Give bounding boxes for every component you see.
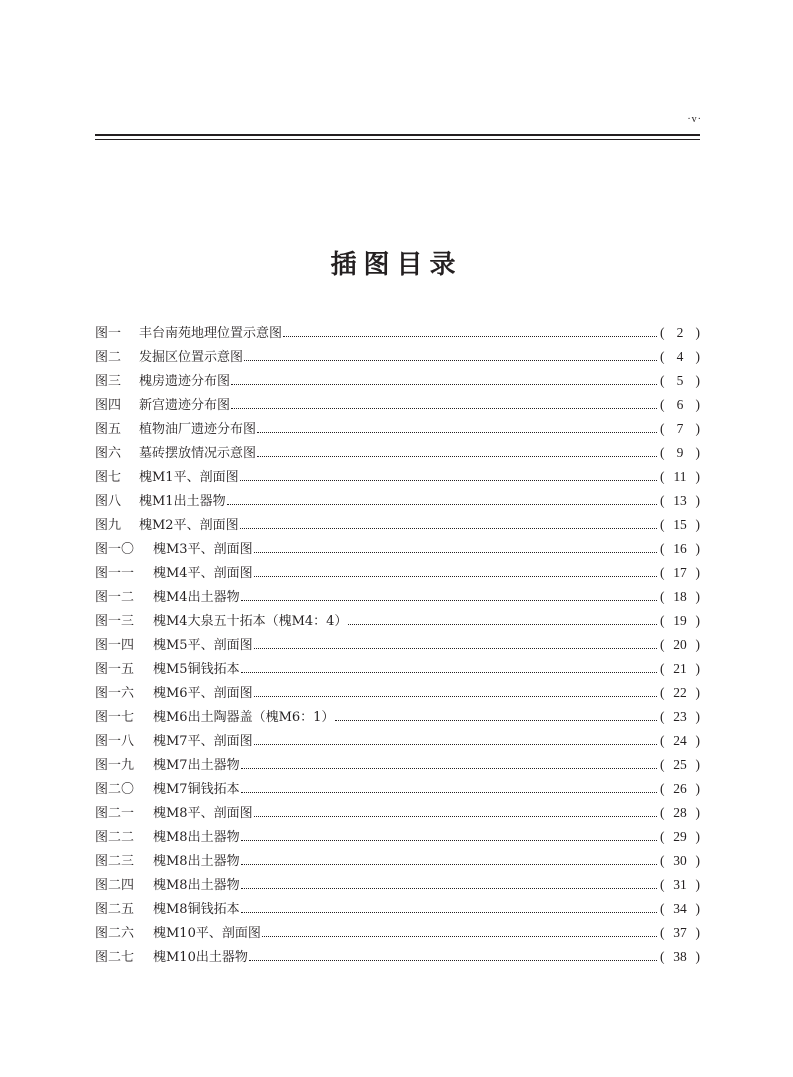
figure-title: 槐M10出土器物 [153, 950, 248, 965]
close-paren: ) [695, 925, 700, 940]
toc-entry [95, 922, 700, 946]
close-paren: ) [695, 445, 700, 460]
figure-title: 槐M8铜钱拓本 [153, 902, 240, 917]
dot-leader [240, 528, 657, 529]
figure-number: 图五 [95, 422, 122, 437]
dot-leader [241, 768, 657, 769]
dot-leader [254, 552, 657, 553]
close-paren: ) [695, 565, 700, 580]
figure-title: 槐M4大泉五十拓本（槐M4：4） [153, 614, 348, 629]
open-paren: ( [660, 877, 665, 892]
toc-entry [95, 802, 700, 826]
open-paren: ( [660, 757, 665, 772]
figure-title: 新宫遗迹分布图 [139, 398, 231, 413]
open-paren: ( [660, 613, 665, 628]
page-ref-number: 18 [673, 589, 687, 604]
close-paren: ) [695, 373, 700, 388]
open-paren: ( [660, 637, 665, 652]
dot-leader [227, 504, 657, 505]
page-ref-number: 20 [673, 637, 687, 652]
page-ref-number: 23 [673, 709, 687, 724]
page-reference [660, 733, 700, 749]
open-paren: ( [660, 901, 665, 916]
page-ref-number: 24 [673, 733, 687, 748]
figure-title: 槐M7出土器物 [153, 758, 240, 773]
page-reference [660, 853, 700, 869]
page-reference [660, 541, 700, 557]
toc-entry [95, 946, 700, 970]
open-paren: ( [660, 661, 665, 676]
page-reference [660, 781, 700, 797]
open-paren: ( [660, 421, 665, 436]
open-paren: ( [660, 325, 665, 340]
toc-entry [95, 514, 700, 538]
page-reference [660, 493, 700, 509]
close-paren: ) [695, 829, 700, 844]
toc-entry [95, 442, 700, 466]
figure-number: 图一 [95, 326, 122, 341]
figure-number: 图一八 [95, 734, 135, 749]
figure-number: 图一五 [95, 662, 135, 677]
close-paren: ) [695, 349, 700, 364]
dot-leader [254, 744, 657, 745]
page-reference [660, 469, 700, 485]
page-reference [660, 613, 700, 629]
figure-title: 槐房遗迹分布图 [139, 374, 231, 389]
figure-title: 槐M8出土器物 [153, 878, 240, 893]
page-ref-number: 37 [673, 925, 687, 940]
dot-leader [254, 648, 657, 649]
page-reference [660, 373, 700, 389]
figure-title: 槐M7铜钱拓本 [153, 782, 240, 797]
toc-entry [95, 346, 700, 370]
figure-title: 槐M10平、剖面图 [153, 926, 261, 941]
toc-entry [95, 586, 700, 610]
toc-entry [95, 658, 700, 682]
figure-title: 槐M4平、剖面图 [153, 566, 253, 581]
close-paren: ) [695, 757, 700, 772]
figure-number: 图一一 [95, 566, 135, 581]
toc-entry [95, 634, 700, 658]
figure-number: 图二七 [95, 950, 135, 965]
figure-number: 图二六 [95, 926, 135, 941]
page-reference [660, 949, 700, 965]
close-paren: ) [695, 421, 700, 436]
toc-entry [95, 874, 700, 898]
open-paren: ( [660, 733, 665, 748]
figure-number: 图三 [95, 374, 122, 389]
close-paren: ) [695, 805, 700, 820]
page-reference [660, 877, 700, 893]
figure-title: 槐M1出土器物 [139, 494, 226, 509]
figure-title: 墓砖摆放情况示意图 [139, 446, 257, 461]
open-paren: ( [660, 493, 665, 508]
dot-leader [254, 816, 657, 817]
open-paren: ( [660, 373, 665, 388]
page-reference [660, 925, 700, 941]
page-ref-number: 29 [673, 829, 687, 844]
dot-leader [241, 600, 657, 601]
page-reference [660, 517, 700, 533]
page-ref-number: 15 [673, 517, 687, 532]
figure-title: 丰台南苑地理位置示意图 [139, 326, 283, 341]
open-paren: ( [660, 397, 665, 412]
page-ref-number: 2 [676, 325, 684, 340]
dot-leader [249, 960, 657, 961]
figure-number: 图一六 [95, 686, 135, 701]
page-reference [660, 709, 700, 725]
toc-entry [95, 562, 700, 586]
open-paren: ( [660, 685, 665, 700]
figure-number: 图九 [95, 518, 122, 533]
page-ref-number: 13 [673, 493, 687, 508]
dot-leader [241, 672, 657, 673]
figure-number: 图一三 [95, 614, 135, 629]
figure-number: 图一九 [95, 758, 135, 773]
page-ref-number: 22 [673, 685, 687, 700]
toc-entry [95, 754, 700, 778]
dot-leader [262, 936, 657, 937]
page-ref-number: 34 [673, 901, 687, 916]
figure-number: 图一〇 [95, 542, 135, 557]
dot-leader [241, 912, 657, 913]
page-reference [660, 589, 700, 605]
page-ref-number: 7 [676, 421, 684, 436]
close-paren: ) [695, 733, 700, 748]
close-paren: ) [695, 517, 700, 532]
figure-number: 图二四 [95, 878, 135, 893]
open-paren: ( [660, 853, 665, 868]
toc-entry [95, 322, 700, 346]
page-reference [660, 901, 700, 917]
dot-leader [240, 480, 657, 481]
open-paren: ( [660, 781, 665, 796]
page-ref-number: 5 [676, 373, 684, 388]
dot-leader [257, 456, 657, 457]
figure-number: 图二一 [95, 806, 135, 821]
page-ref-number: 9 [676, 445, 684, 460]
dot-leader [254, 696, 657, 697]
open-paren: ( [660, 925, 665, 940]
page-reference [660, 805, 700, 821]
page-reference [660, 757, 700, 773]
toc-entry [95, 370, 700, 394]
header-rule-thick [95, 134, 700, 136]
close-paren: ) [695, 853, 700, 868]
toc-entry [95, 682, 700, 706]
page-reference [660, 829, 700, 845]
close-paren: ) [695, 949, 700, 964]
dot-leader [241, 840, 657, 841]
close-paren: ) [695, 469, 700, 484]
dot-leader [254, 576, 657, 577]
figure-title: 发掘区位置示意图 [139, 350, 244, 365]
close-paren: ) [695, 637, 700, 652]
page-title: 插图目录 [330, 250, 463, 280]
page-ref-number: 31 [673, 877, 687, 892]
figure-title: 槐M4出土器物 [153, 590, 240, 605]
dot-leader [241, 792, 657, 793]
figure-number: 图二三 [95, 854, 135, 869]
figure-title: 槐M6出土陶器盖（槐M6：1） [153, 710, 335, 725]
open-paren: ( [660, 469, 665, 484]
figure-title: 槐M5铜钱拓本 [153, 662, 240, 677]
page-reference [660, 685, 700, 701]
figure-title: 槐M7平、剖面图 [153, 734, 253, 749]
toc-entry [95, 778, 700, 802]
page-reference [660, 325, 700, 341]
open-paren: ( [660, 589, 665, 604]
close-paren: ) [695, 877, 700, 892]
toc-entry [95, 490, 700, 514]
page-reference [660, 637, 700, 653]
figure-number: 图六 [95, 446, 122, 461]
dot-leader [241, 864, 657, 865]
figure-number: 图二五 [95, 902, 135, 917]
page-number: ·v· [687, 114, 702, 125]
toc-entry [95, 898, 700, 922]
close-paren: ) [695, 781, 700, 796]
page-ref-number: 11 [673, 469, 687, 484]
figure-title: 槐M8出土器物 [153, 830, 240, 845]
page-reference [660, 349, 700, 365]
page-ref-number: 28 [673, 805, 687, 820]
figure-number: 图二〇 [95, 782, 135, 797]
page-ref-number: 4 [676, 349, 684, 364]
page-reference [660, 565, 700, 581]
toc-entry [95, 706, 700, 730]
figure-title: 槐M8出土器物 [153, 854, 240, 869]
figure-number: 图七 [95, 470, 122, 485]
dot-leader [257, 432, 657, 433]
toc-entry [95, 730, 700, 754]
figure-title: 植物油厂遗迹分布图 [139, 422, 257, 437]
close-paren: ) [695, 613, 700, 628]
toc-entry [95, 850, 700, 874]
page-reference [660, 445, 700, 461]
page-ref-number: 25 [673, 757, 687, 772]
close-paren: ) [695, 685, 700, 700]
page-ref-number: 19 [673, 613, 687, 628]
figure-number: 图二 [95, 350, 122, 365]
open-paren: ( [660, 805, 665, 820]
open-paren: ( [660, 349, 665, 364]
close-paren: ) [695, 493, 700, 508]
open-paren: ( [660, 949, 665, 964]
table-of-figures [95, 322, 700, 970]
figure-title: 槐M6平、剖面图 [153, 686, 253, 701]
dot-leader [335, 720, 657, 721]
figure-title: 槐M8平、剖面图 [153, 806, 253, 821]
page-reference [660, 397, 700, 413]
figure-title: 槐M1平、剖面图 [139, 470, 239, 485]
toc-entry [95, 394, 700, 418]
figure-title: 槐M3平、剖面图 [153, 542, 253, 557]
page-ref-number: 26 [673, 781, 687, 796]
page-ref-number: 17 [673, 565, 687, 580]
figure-number: 图一二 [95, 590, 135, 605]
close-paren: ) [695, 325, 700, 340]
close-paren: ) [695, 661, 700, 676]
page-ref-number: 6 [676, 397, 684, 412]
dot-leader [231, 408, 657, 409]
page-ref-number: 21 [673, 661, 687, 676]
figure-number: 图四 [95, 398, 122, 413]
header-rule-thin [95, 139, 700, 140]
figure-title: 槐M5平、剖面图 [153, 638, 253, 653]
figure-number: 图一七 [95, 710, 135, 725]
dot-leader [348, 624, 657, 625]
toc-entry [95, 610, 700, 634]
open-paren: ( [660, 709, 665, 724]
figure-title: 槐M2平、剖面图 [139, 518, 239, 533]
close-paren: ) [695, 541, 700, 556]
open-paren: ( [660, 541, 665, 556]
page-reference [660, 421, 700, 437]
figure-number: 图八 [95, 494, 122, 509]
figure-number: 图二二 [95, 830, 135, 845]
close-paren: ) [695, 397, 700, 412]
toc-entry [95, 466, 700, 490]
page-reference [660, 661, 700, 677]
toc-entry [95, 538, 700, 562]
close-paren: ) [695, 709, 700, 724]
dot-leader [241, 888, 657, 889]
close-paren: ) [695, 901, 700, 916]
open-paren: ( [660, 829, 665, 844]
page-ref-number: 16 [673, 541, 687, 556]
page-ref-number: 30 [673, 853, 687, 868]
dot-leader [244, 360, 657, 361]
open-paren: ( [660, 565, 665, 580]
dot-leader [283, 336, 657, 337]
page-ref-number: 38 [673, 949, 687, 964]
figure-number: 图一四 [95, 638, 135, 653]
close-paren: ) [695, 589, 700, 604]
toc-entry [95, 418, 700, 442]
open-paren: ( [660, 517, 665, 532]
open-paren: ( [660, 445, 665, 460]
dot-leader [231, 384, 657, 385]
toc-entry [95, 826, 700, 850]
